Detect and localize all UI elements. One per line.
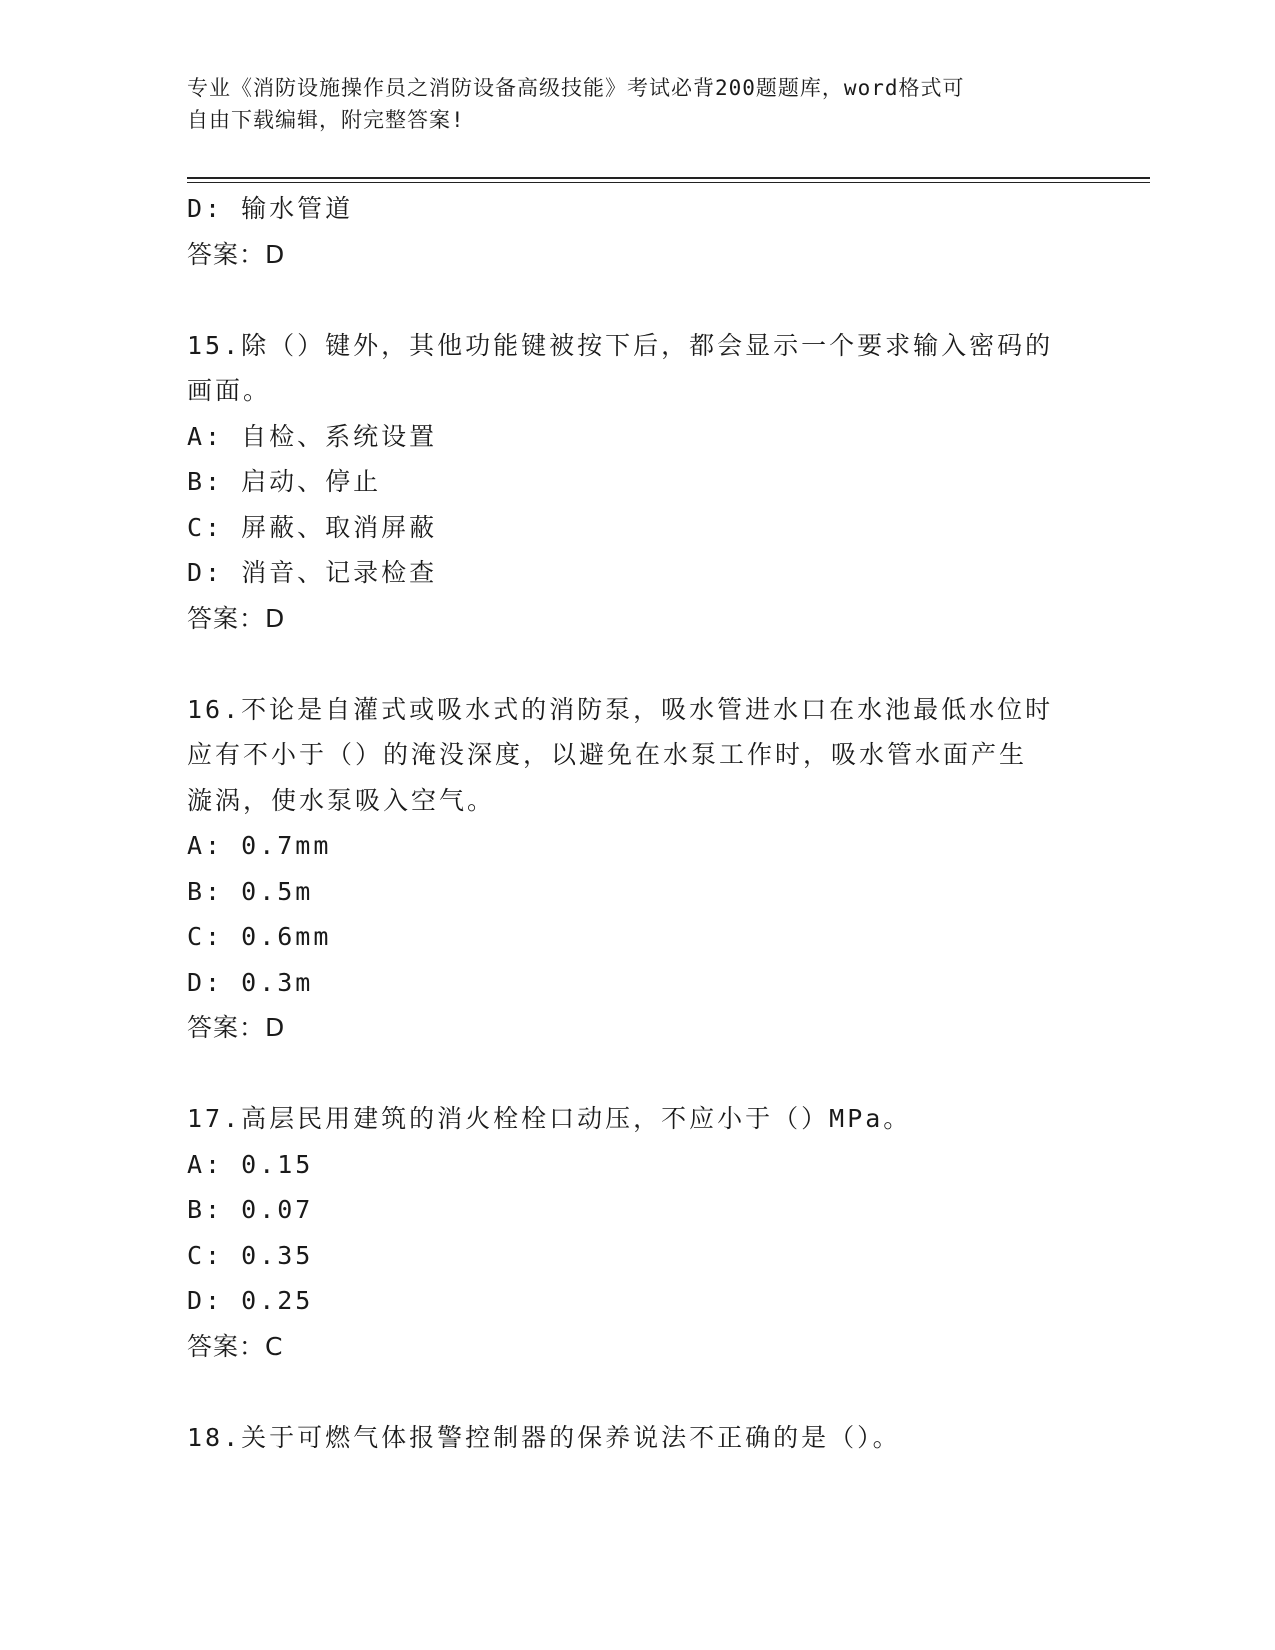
option-d: D: 消音、记录检查 <box>187 558 438 587</box>
option-d: D: 0.3m <box>187 967 314 997</box>
answer: 答案：D <box>187 239 286 269</box>
question-stem: 18.关于可燃气体报警控制器的保养说法不正确的是（）。 <box>187 1422 901 1452</box>
spacer <box>187 277 1087 323</box>
option-c: C: 0.35 <box>187 1240 314 1270</box>
answer: 答案：C <box>187 1331 284 1361</box>
question-14-tail <box>187 186 1087 277</box>
question-stem: 15.除（）键外，其他功能键被按下后，都会显示一个要求输入密码的 <box>187 330 1054 360</box>
question-stem: 17.高层民用建筑的消火栓栓口动压，不应小于（）MPa。 <box>187 1104 912 1133</box>
option-c: C: 屏蔽、取消屏蔽 <box>187 512 438 542</box>
spacer <box>187 641 1087 687</box>
option-a: A: 0.7mm <box>187 831 332 860</box>
header-rule-thin <box>187 182 1150 183</box>
option-c: C: 0.6mm <box>187 922 332 951</box>
header-line-2: 自由下载编辑，附完整答案! <box>187 108 465 132</box>
question-list <box>187 186 1087 1460</box>
option-d: D: 输水管道 <box>187 194 354 223</box>
question-17 <box>187 1096 1087 1369</box>
header-rule-thick <box>187 177 1150 179</box>
header-line-1: 专业《消防设施操作员之消防设备高级技能》考试必背200题题库，word格式可 <box>187 76 965 100</box>
answer: 答案：D <box>187 1013 286 1042</box>
option-b: B: 启动、停止 <box>187 467 382 496</box>
answer: 答案：D <box>187 603 286 633</box>
option-a: A: 0.15 <box>187 1149 314 1179</box>
question-stem: 16.不论是自灌式或吸水式的消防泵，吸水管进水口在水池最低水位时 <box>187 694 1054 724</box>
document-header <box>187 72 1087 136</box>
spacer <box>187 1051 1087 1097</box>
question-18 <box>187 1415 1087 1461</box>
question-15 <box>187 323 1087 642</box>
option-a: A: 自检、系统设置 <box>187 421 438 451</box>
option-b: B: 0.5m <box>187 876 314 906</box>
option-d: D: 0.25 <box>187 1286 314 1315</box>
question-16 <box>187 687 1087 1051</box>
spacer <box>187 1369 1087 1415</box>
question-stem: 应有不小于（）的淹没深度，以避免在水泵工作时，吸水管水面产生 <box>187 740 1028 769</box>
question-stem: 画面。 <box>187 376 272 405</box>
question-stem: 漩涡，使水泵吸入空气。 <box>187 785 496 815</box>
option-b: B: 0.07 <box>187 1195 314 1224</box>
